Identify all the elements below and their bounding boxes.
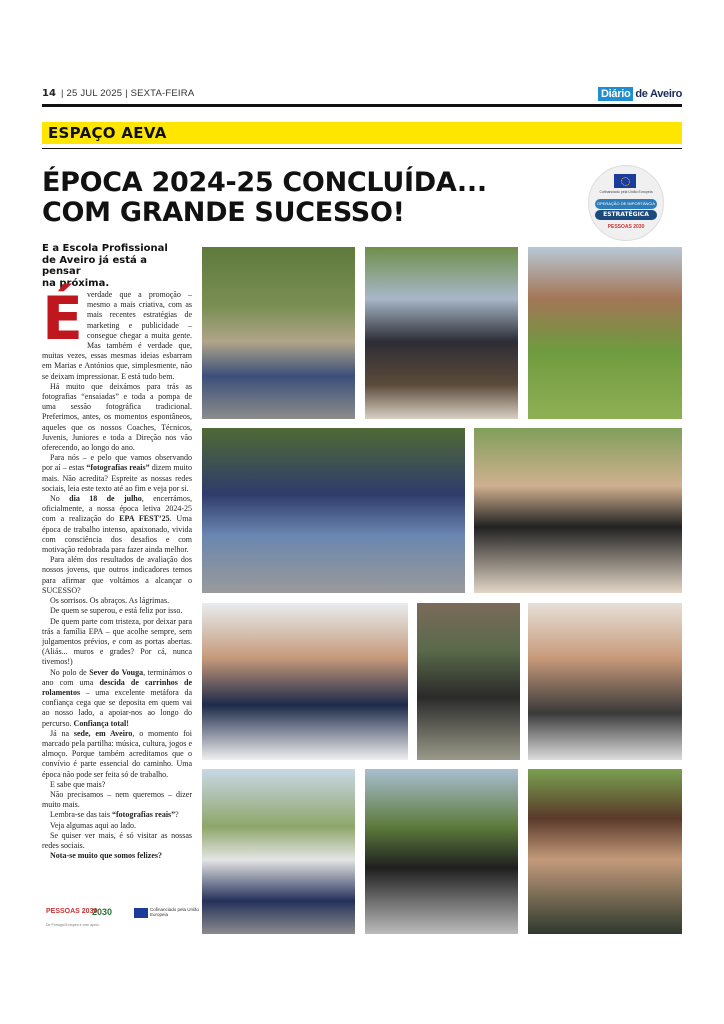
section-band	[42, 122, 682, 144]
pessoas-2030-logo: PESSOAS 2030	[46, 908, 98, 915]
photo-rolling-cart-2	[365, 769, 518, 934]
paragraph-7: De quem se superou, e está feliz por isso.	[50, 606, 183, 616]
photo-ball-game	[528, 247, 682, 419]
paragraph-5: Para além dos resultados de avaliação dos nossos jovens, que outros indicadores temos para afirmar que voltámos a alcançar o SUCESSO?	[42, 555, 192, 595]
logo-part1: Diário	[598, 87, 633, 101]
photo-rolling-cart-1	[417, 603, 520, 760]
footer-logos	[46, 906, 200, 928]
badge-top-text: Cofinanciado pela União Europeia	[599, 190, 653, 194]
article-body	[42, 284, 192, 861]
drop-cap: É	[42, 284, 83, 354]
paragraph-4: No dia 18 de julho, encerrámos, oficialmente, a nossa época letiva 2024-25 com a realização do EPA FEST’25. Uma época de trabalho intenso, apaixonado, vivida com consciência dos desafios e com motivação redobrada para fazer ainda melhor.	[42, 494, 192, 555]
photo-two-boys	[528, 769, 682, 934]
footer-small-text: De Portugal Europeu e com apoio	[46, 923, 99, 927]
eu-flag-icon	[614, 174, 636, 188]
headline	[42, 168, 562, 228]
section-label: ESPAÇO AEVA	[48, 124, 167, 142]
paragraph-8: De quem parte com tristeza, por deixar para trás a família EPA – que acolhe sempre, sem julgamentos prévios, e com as portas abertas. (Aliás... muros e grades? Por cá, nunca tivemos!)	[42, 616, 192, 667]
paragraph-6: Os sorrisos. Os abraços. As lágrimas.	[50, 596, 170, 606]
issue-date: | 25 JUL 2025 | SEXTA-FEIRA	[61, 88, 195, 99]
paragraph-11: E sabe que mais?	[50, 779, 106, 789]
page-header	[42, 86, 682, 106]
deck-line1: E a Escola Profissional	[42, 243, 168, 254]
paragraph-16: Nota-se muito que somos felizes?	[50, 851, 162, 861]
paragraph-12: Não precisamos – nem queremos – dizer muito mais.	[42, 789, 192, 810]
section-rule	[42, 148, 682, 149]
paragraph-15: Se quiser ver mais, é só visitar as nossas redes sociais.	[42, 830, 192, 850]
deck-line3: na próxima.	[42, 277, 110, 289]
article-deck	[42, 243, 182, 289]
headline-line1: ÉPOCA 2024-25 CONCLUÍDA...	[42, 167, 487, 198]
paragraph-10: Já na sede, em Aveiro, o momento foi marcado pela partilha: música, cultura, jogos e almoço. Porque também acreditamos que o convívio é parte essencial do caminho. Uma época não pode ser feita só de trabalho.	[42, 728, 192, 779]
cofinanced-eu-text: Cofinanciado pela União Europeia	[150, 907, 200, 917]
header-rule	[42, 104, 682, 107]
newspaper-logo[interactable]	[598, 86, 682, 102]
photo-group-vests-1	[202, 247, 355, 419]
photo-two-girls	[202, 769, 355, 934]
paragraph-3: Para nós – e pelo que vamos observando por aí – estas “fotografias reais” dizem muito mais. Não acredita? Espreite as nossas redes sociais, leia este texto até ao fim e veja por si.	[42, 453, 192, 493]
portugal-2030-logo: 2030	[92, 907, 113, 917]
badge-pill1: OPERAÇÃO DE IMPORTÂNCIA	[595, 199, 657, 209]
badge-pill2: ESTRATÉGICA	[595, 210, 657, 220]
photo-large-group	[202, 428, 465, 593]
paragraph-13: Lembra-se das tais “fotografias reais”?	[50, 810, 179, 820]
photo-heart-hands	[528, 603, 682, 760]
logo-part2: de Aveiro	[635, 88, 682, 100]
paragraph-9: No polo de Sever do Vouga, terminámos o ano com uma descida de carrinhos de rolamentos – uma excelente metáfora da confiança cega que se deposita em quem vai ao nosso lado, a apoiar-nos ao longo do percurso. Confiança total!	[42, 667, 192, 728]
photo-selfie-helmet	[365, 247, 518, 419]
photo-picnic-friends	[474, 428, 682, 593]
eu-flag-icon	[134, 908, 148, 918]
paragraph-14: Veja algumas aqui ao lado.	[50, 820, 136, 830]
page-number: 14	[42, 88, 56, 99]
paragraph-2: Há muito que deixámos para trás as fotografias “ensaiadas” e toda a pompa de uma sessão fotográfica tradicional. Preferimos, antes, os momentos espontâneos, aqueles que os nossos Coaches, Técnicos, Juvenis, Juniores e toda a Direção nos vão oferecendo, ao longo do ano.	[42, 381, 192, 453]
paragraph-1: Éverdade que a promoção – mesmo a mais criativa, com as mais recentes estratégias de marketing e publicidade – consegue chegar a muita gente. Mas também é verdade que, muitas vezes, essas mesmas ideias esbarram em Marias e Antónios que, simplesmente, não se deixam impressionar. E está tudo bem.	[42, 284, 192, 381]
deck-line2: de Aveiro já está a pensar	[42, 254, 147, 277]
strategic-operation-badge	[588, 165, 664, 241]
photo-group-indoors	[202, 603, 408, 760]
headline-line2: COM GRANDE SUCESSO!	[42, 197, 405, 228]
badge-program: PESSOAS 2030	[607, 224, 645, 230]
